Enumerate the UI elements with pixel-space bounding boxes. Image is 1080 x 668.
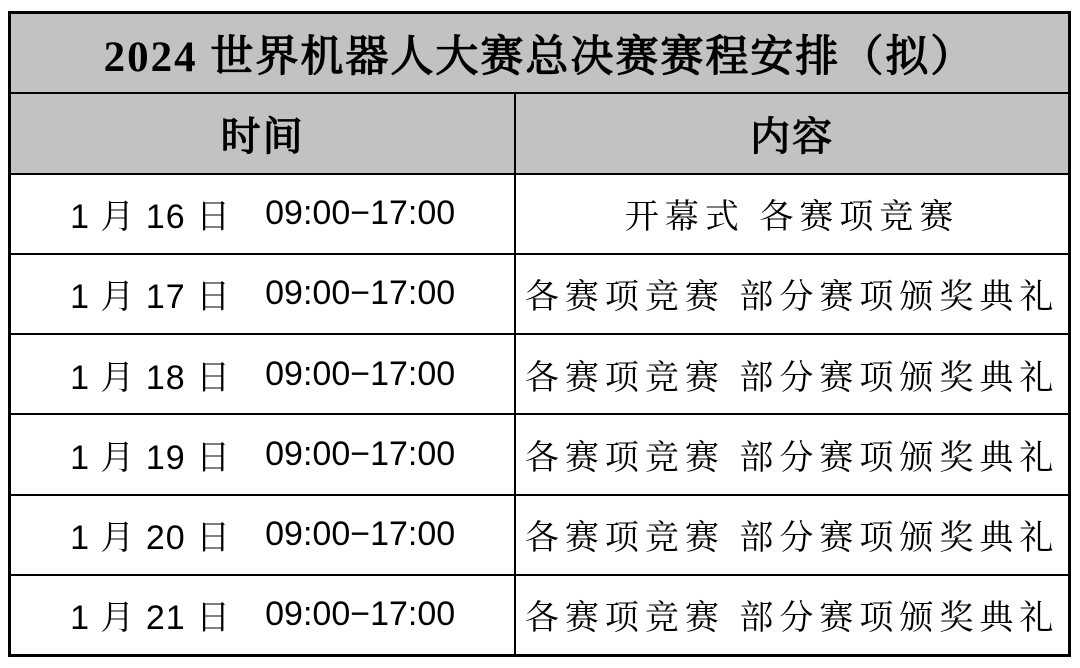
hours-text: 09:00−17:00 [265, 354, 456, 393]
content-cell: 各赛项竞赛 部分赛项颁奖典礼 [524, 439, 1060, 477]
table-row [11, 494, 1068, 574]
date-text: 1 月 17 日 [70, 278, 232, 317]
date-text: 1 月 19 日 [70, 438, 232, 477]
table-row [11, 333, 1068, 413]
content-cell: 各赛项竞赛 部分赛项颁奖典礼 [524, 359, 1060, 397]
content-cell: 各赛项竞赛 部分赛项颁奖典礼 [524, 279, 1060, 317]
hours-text: 09:00−17:00 [265, 194, 456, 233]
hours-text: 09:00−17:00 [265, 515, 456, 554]
time-cell [11, 496, 516, 574]
hours-text: 09:00−17:00 [265, 434, 456, 473]
table-row [11, 253, 1068, 333]
column-header-content: 内容 [750, 113, 835, 159]
table-header-row [11, 92, 1068, 172]
time-cell [11, 175, 516, 253]
schedule-table [8, 11, 1071, 657]
date-text: 1 月 20 日 [70, 519, 232, 558]
hours-text: 09:00−17:00 [265, 595, 456, 634]
table-row [11, 413, 1068, 493]
table-title-row [11, 14, 1068, 92]
date-text: 1 月 18 日 [70, 358, 232, 397]
column-header-time: 时间 [11, 94, 516, 172]
content-cell: 开幕式 各赛项竞赛 [624, 199, 960, 237]
table-row [11, 574, 1068, 654]
date-text: 1 月 16 日 [70, 198, 232, 237]
table-title: 2024 世界机器人大赛总决赛赛程安排（拟） [103, 33, 976, 81]
content-cell: 各赛项竞赛 部分赛项颁奖典礼 [524, 520, 1060, 558]
time-cell [11, 255, 516, 333]
date-text: 1 月 21 日 [70, 599, 232, 638]
hours-text: 09:00−17:00 [265, 274, 456, 313]
content-cell: 各赛项竞赛 部分赛项颁奖典礼 [524, 600, 1060, 638]
table-row [11, 173, 1068, 253]
time-cell [11, 576, 516, 654]
time-cell [11, 335, 516, 413]
time-cell [11, 415, 516, 493]
